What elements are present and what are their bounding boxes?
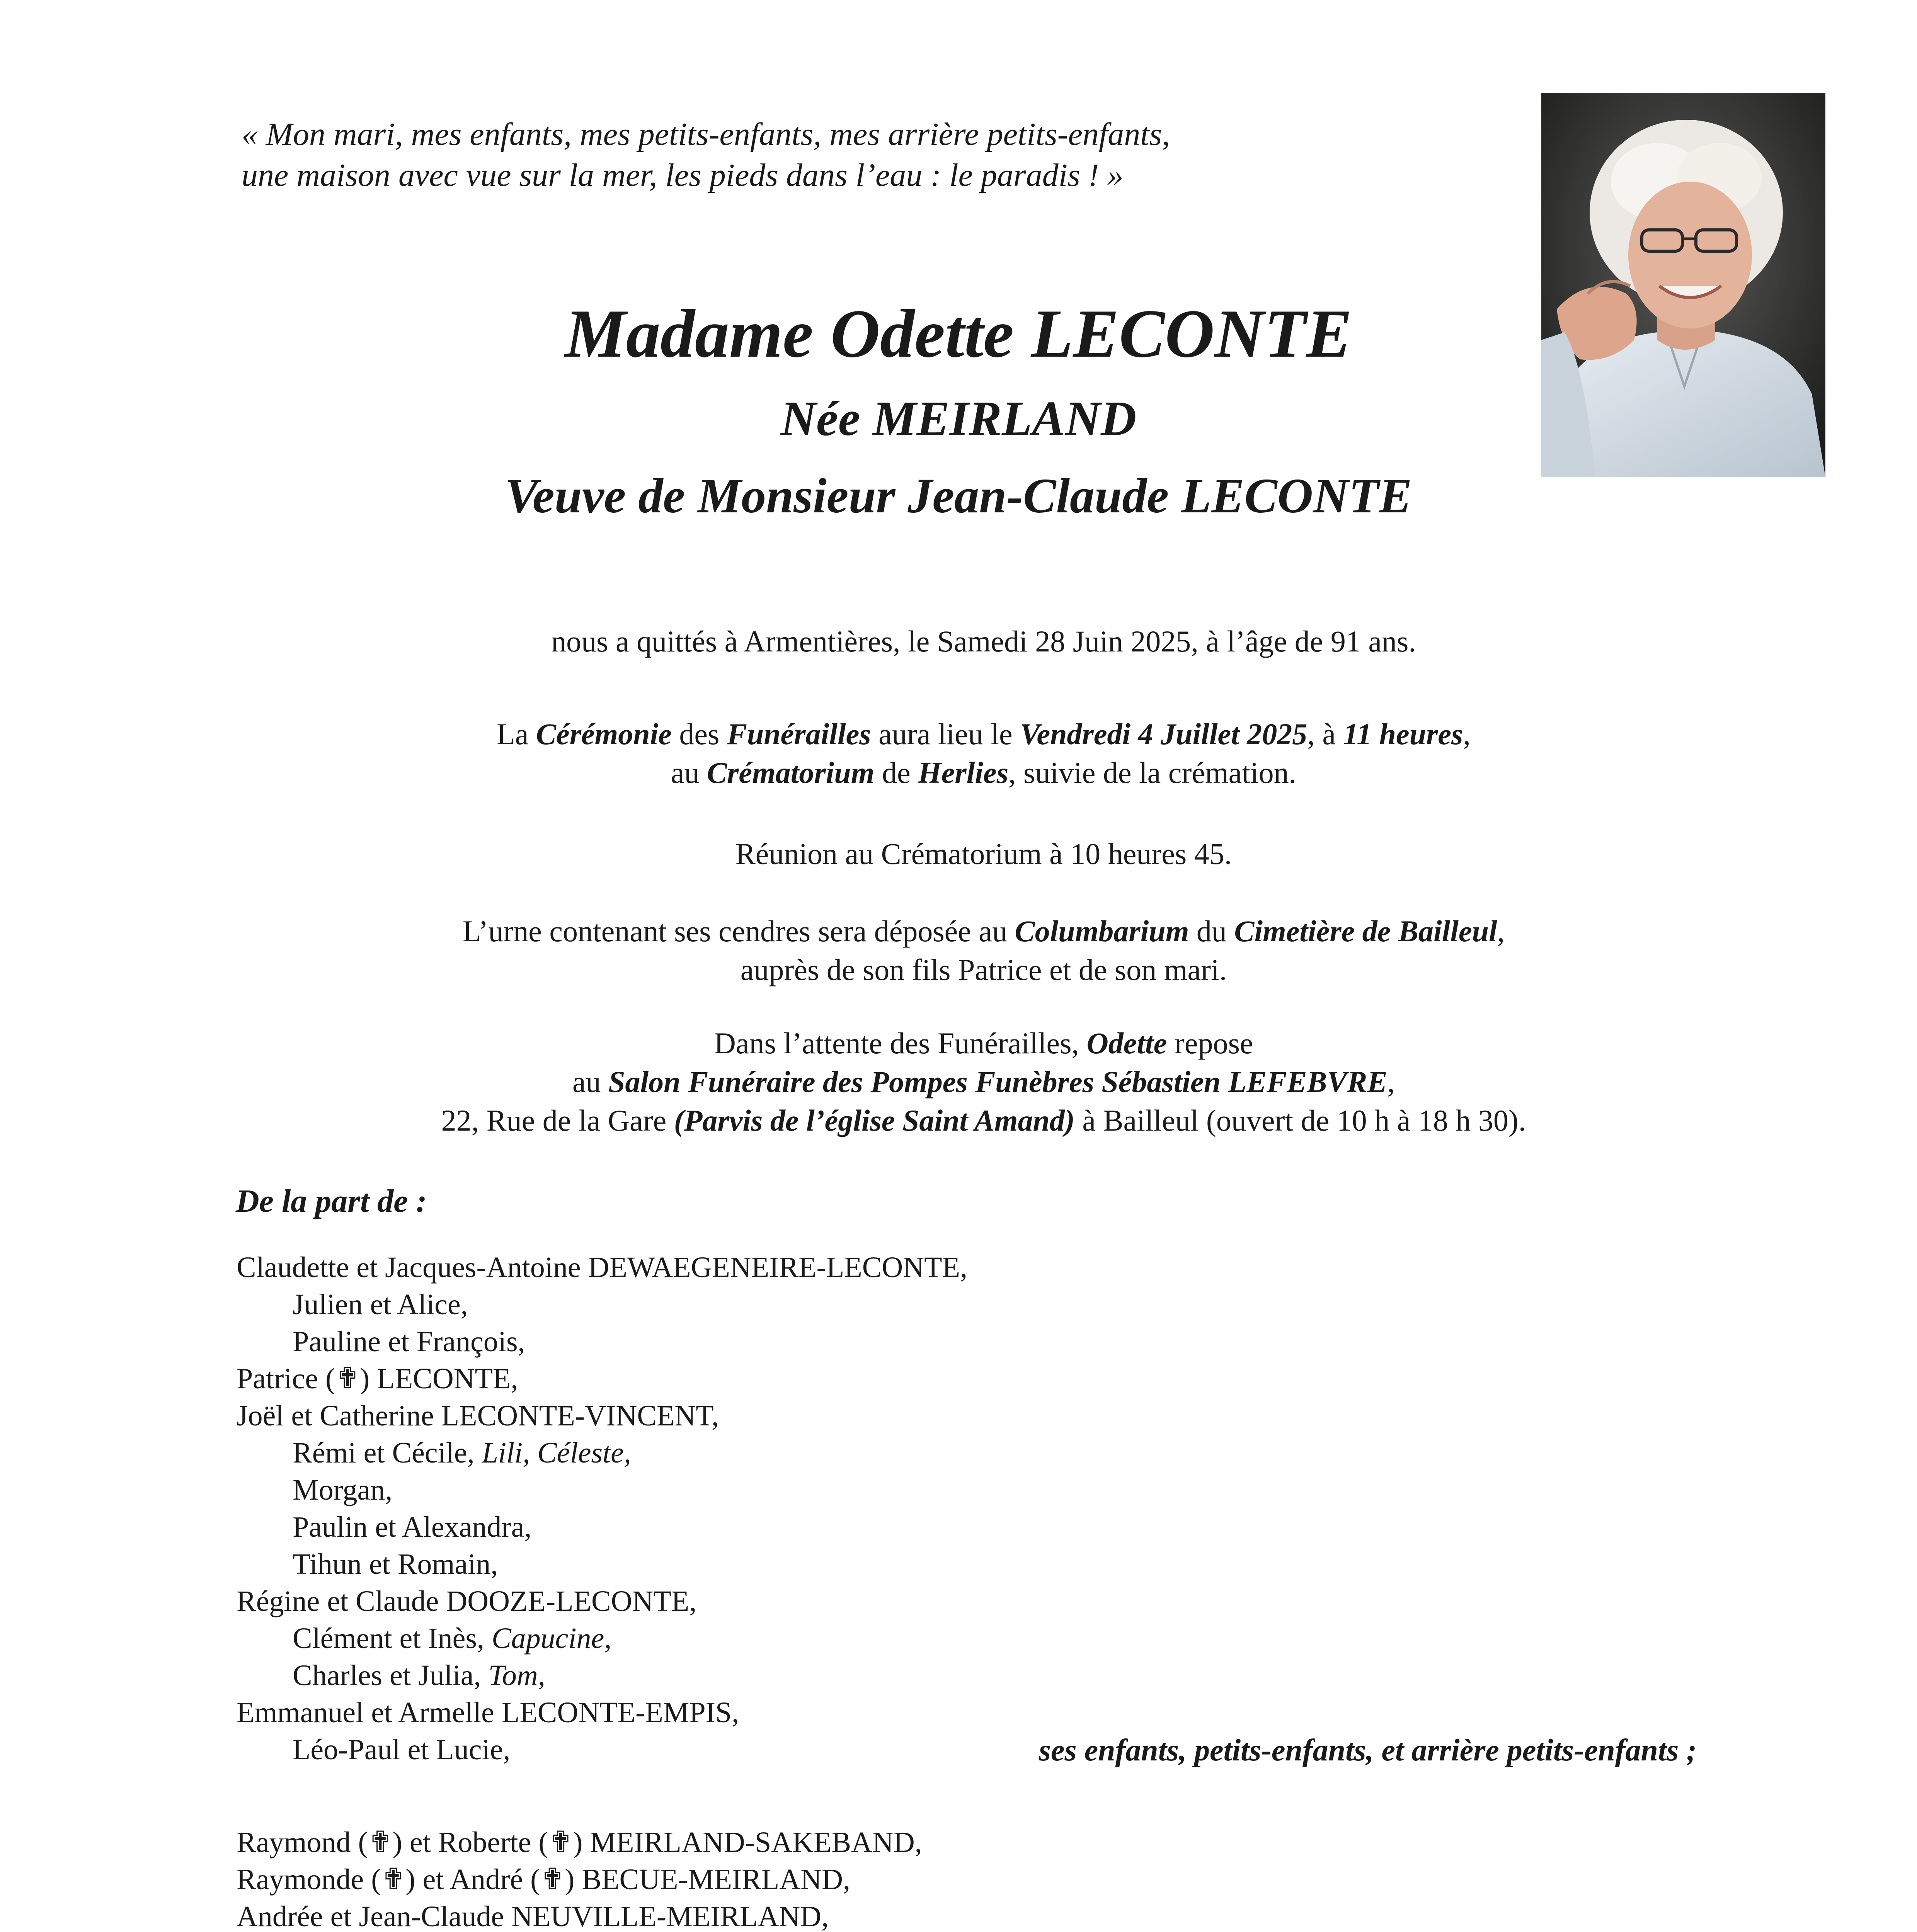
list-item: Raymond (✟) et Roberte (✟) MEIRLAND-SAKEBAND, [237, 1826, 922, 1859]
quote-line-2: une maison avec vue sur la mer, les pieds dans l’eau : le paradis ! » [242, 157, 1124, 193]
maiden-name: Née MEIRLAND [780, 391, 1137, 446]
text: repose [1167, 1026, 1253, 1060]
family-name: Julien et Alice, [293, 1288, 468, 1321]
list-item [237, 1620, 967, 1657]
list-item [237, 1360, 967, 1397]
text: , [1387, 1065, 1395, 1099]
ceremony-word: Cérémonie [536, 717, 672, 751]
list-item [237, 1657, 967, 1694]
list-item [237, 1694, 967, 1731]
list-item [237, 1583, 967, 1620]
text: du [1189, 914, 1234, 948]
family-name: Léo-Paul et Lucie, [293, 1733, 511, 1766]
family-siblings-list [237, 1824, 922, 1932]
cemetery-name: Cimetière de Bailleul [1234, 914, 1497, 948]
family-name: Clément et Inès, [293, 1622, 492, 1655]
family-name: Pauline et François, [293, 1325, 525, 1358]
great-grandchildren-names: Lili, Céleste, [482, 1437, 631, 1469]
text: aura lieu le [871, 717, 1020, 751]
family-name: Rémi et Cécile, [293, 1437, 482, 1469]
funeral-word: Funérailles [727, 717, 871, 751]
list-item [237, 1731, 967, 1768]
urn-info [0, 912, 1917, 989]
family-name: Régine et Claude DOOZE-LECONTE, [237, 1585, 697, 1617]
list-item: Raymonde (✟) et André (✟) BECUE-MEIRLAND, [237, 1863, 850, 1896]
great-grandchildren-names: Tom, [488, 1659, 545, 1692]
ceremony-place: Herlies [918, 756, 1009, 789]
text: au [671, 756, 707, 789]
list-item [237, 1546, 967, 1583]
list-item [237, 1509, 967, 1546]
text: des [671, 717, 727, 751]
list-item [237, 1323, 967, 1360]
church-square: (Parvis de l’église Saint Amand) [674, 1104, 1075, 1137]
family-name: Tihun et Romain, [293, 1548, 498, 1580]
ceremony-date: Vendredi 4 Juillet 2025 [1020, 717, 1308, 751]
text: 22, Rue de la Gare [441, 1104, 674, 1137]
list-item [237, 1286, 967, 1323]
great-grandchildren-names: Capucine, [491, 1622, 612, 1655]
text: Dans l’attente des Funérailles, [714, 1026, 1087, 1060]
text: , [1497, 914, 1505, 948]
family-name: Charles et Julia, [293, 1659, 489, 1692]
children-tag: ses enfants, petits-enfants, et arrière petits-enfants ; [1039, 1733, 1697, 1767]
list-item [237, 1471, 967, 1509]
text: de [874, 756, 918, 789]
list-item [237, 1434, 967, 1471]
columbarium-word: Columbarium [1015, 914, 1189, 948]
family-name: Paulin et Alexandra, [293, 1511, 532, 1543]
family-name: Patrice (✟) LECONTE, [237, 1362, 518, 1395]
deceased-name: Madame Odette LECONTE [565, 295, 1352, 372]
ceremony-time: 11 heures [1343, 717, 1463, 751]
crematorium-word: Crématorium [707, 756, 875, 789]
family-name: Morgan, [293, 1474, 393, 1506]
text: , suivie de la crémation. [1008, 756, 1297, 789]
list-item [237, 1397, 967, 1434]
list-item: Andrée et Jean-Claude NEUVILLE-MEIRLAND, [237, 1900, 829, 1932]
quote-line-1: « Mon mari, mes enfants, mes petits-enfants, mes arrière petits-enfants, [242, 116, 1170, 152]
rest-info [0, 1024, 1917, 1140]
family-name: Claudette et Jacques-Antoine DEWAEGENEIRE-LECONTE, [237, 1251, 968, 1284]
list-item [237, 1249, 967, 1286]
text: L’urne contenant ses cendres sera déposée au [462, 914, 1015, 948]
text: , à [1307, 717, 1343, 751]
family-name: Emmanuel et Armelle LECONTE-EMPIS, [237, 1696, 739, 1729]
from-title: De la part de : [236, 1183, 427, 1219]
family-children-list [237, 1249, 967, 1768]
text: La [497, 717, 536, 751]
text: au [572, 1065, 609, 1099]
urn-info-line-2: auprès de son fils Patrice et de son mari. [740, 953, 1227, 986]
family-name: Joël et Catherine LECONTE-VINCENT, [237, 1400, 719, 1432]
widow-of: Veuve de Monsieur Jean-Claude LECONTE [505, 468, 1412, 523]
first-name: Odette [1086, 1026, 1167, 1060]
funeral-salon: Salon Funéraire des Pompes Funèbres Sébastien LEFEBVRE [608, 1065, 1388, 1099]
text: à Bailleul (ouvert de 10 h à 18 h 30). [1074, 1104, 1526, 1137]
quote [242, 114, 1170, 196]
death-notice: nous a quittés à Armentières, le Samedi 28 Juin 2025, à l’âge de 91 ans. [551, 624, 1416, 658]
meeting-info: Réunion au Crématorium à 10 heures 45. [735, 837, 1232, 871]
ceremony-info [0, 715, 1917, 792]
text: , [1463, 717, 1471, 751]
